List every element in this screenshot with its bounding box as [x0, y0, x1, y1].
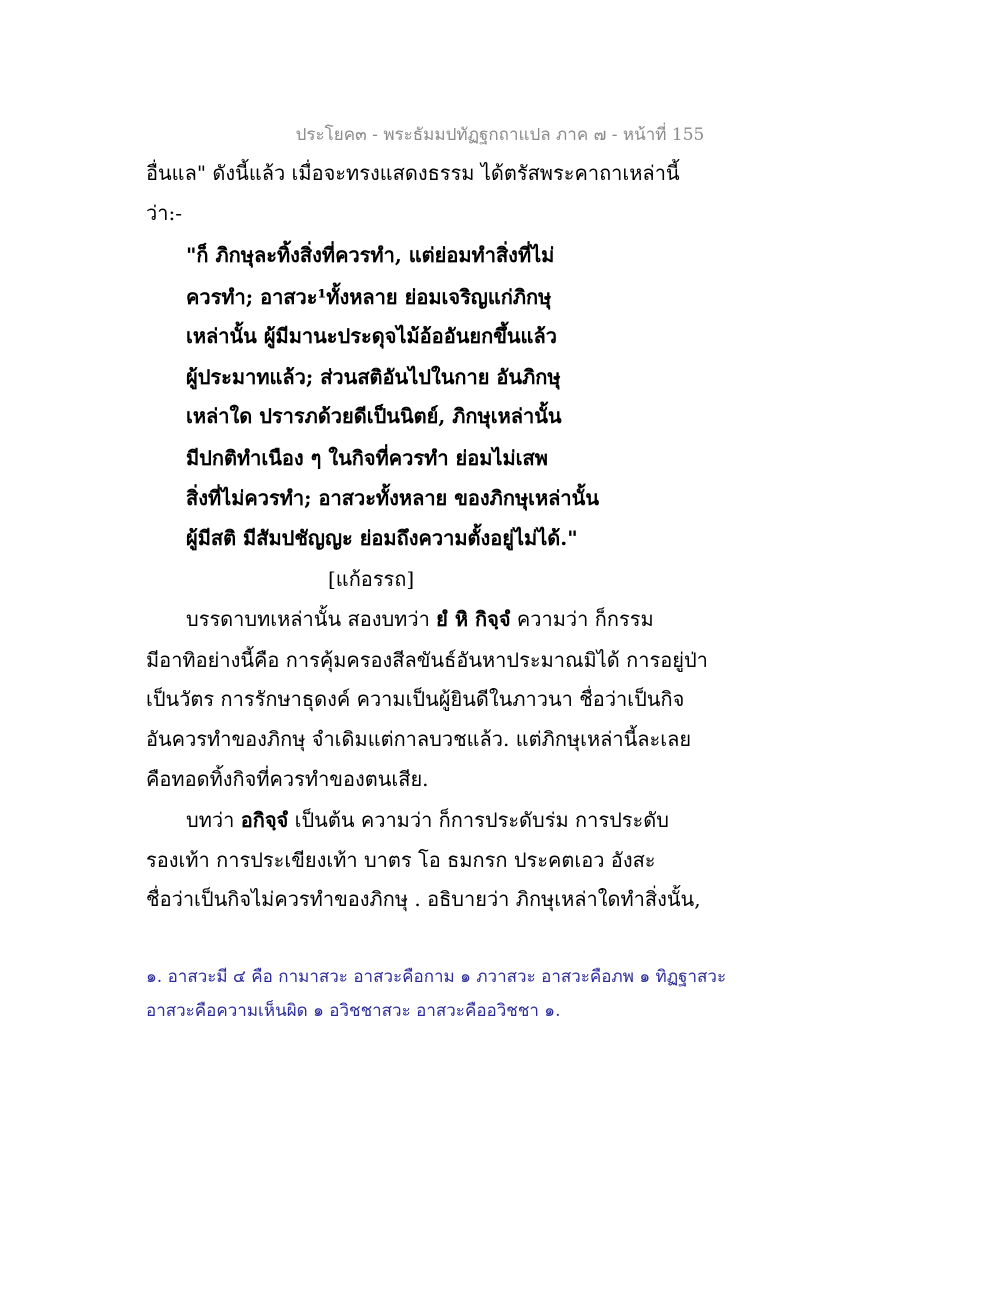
section-heading: [แก้อรรถ]	[328, 567, 415, 591]
para2-line-3: ชื่อว่าเป็นกิจไม่ควรทำของภิกษุ . อธิบายว่า ภิกษุเหล่าใดทำสิ่งนั้น,	[146, 887, 701, 911]
footnote-line-1: ๑. อาสวะมี ๔ คือ กามาสวะ อาสวะคือกาม ๑ ภวาสวะ อาสวะคือภพ ๑ ทิฏฐาสวะ	[146, 967, 727, 987]
para2-line-1	[186, 805, 669, 835]
verse-line-5: เหล่าใด ปรารภด้วยดีเป็นนิตย์, ภิกษุเหล่านั้น	[186, 404, 562, 428]
intro-line-2: ว่า:-	[146, 201, 182, 225]
verse-line-6: มีปกติทำเนือง ๆ ในกิจที่ควรทำ ย่อมไม่เสพ	[186, 446, 548, 470]
verse-line-4: ผู้ประมาทแล้ว; ส่วนสติอันไปในกาย อันภิกษุ	[186, 365, 561, 389]
para1-line-1	[186, 604, 654, 634]
verse-line-3: เหล่านั้น ผู้มีมานะประดุจไม้อ้ออันยกขึ้นแล้ว	[186, 324, 557, 348]
page-header: ประโยค๓ - พระธัมมปทัฏฐกถาแปล ภาค ๗ - หน้าที่ 155	[295, 125, 705, 145]
para1-line-2: มีอาทิอย่างนี้คือ การคุ้มครองสีลขันธ์อันหาประมาณมิได้ การอยู่ป่า	[146, 648, 708, 672]
para2-term: อกิจฺจํ	[240, 808, 289, 832]
para1-text-b: ความว่า ก็กรรม	[510, 607, 654, 631]
verse-line-7: สิ่งที่ไม่ควรทำ; อาสวะทั้งหลาย ของภิกษุเหล่านั้น	[186, 486, 600, 510]
para1-term: ยํ หิ กิจฺจํ	[436, 607, 511, 631]
verse-line-2: ควรทำ; อาสวะ¹ทั้งหลาย ย่อมเจริญแก่ภิกษุ	[186, 285, 552, 309]
para2-line-2: รองเท้า การประเขียงเท้า บาตร โอ ธมกรก ประคตเอว อังสะ	[146, 848, 656, 872]
para1-line-5: คือทอดทิ้งกิจที่ควรทำของตนเสีย.	[146, 767, 429, 791]
intro-line-1: อื่นแล" ดังนี้แล้ว เมื่อจะทรงแสดงธรรม ได้ตรัสพระคาถาเหล่านี้	[146, 161, 680, 185]
para2-text-a: บทว่า	[186, 808, 241, 832]
para1-text-a: บรรดาบทเหล่านั้น สองบทว่า	[186, 607, 437, 631]
para2-text-b: เป็นต้น ความว่า ก็การประดับร่ม การประดับ	[288, 808, 669, 832]
footnote-line-2: อาสวะคือความเห็นผิด ๑ อวิชชาสวะ อาสวะคืออวิชชา ๑.	[146, 1001, 561, 1021]
verse-line-1: "ก็ ภิกษุละทิ้งสิ่งที่ควรทำ, แต่ย่อมทำสิ่งที่ไม่	[186, 243, 555, 267]
para1-line-4: อันควรทำของภิกษุ จำเดิมแต่กาลบวชแล้ว. แต่ภิกษุเหล่านี้ละเลย	[146, 727, 692, 751]
para1-line-3: เป็นวัตร การรักษาธุดงค์ ความเป็นผู้ยินดีในภาวนา ชื่อว่าเป็นกิจ	[146, 687, 685, 711]
verse-line-8: ผู้มีสติ มีสัมปชัญญะ ย่อมถึงความตั้งอยู่ไม่ได้."	[186, 526, 578, 550]
